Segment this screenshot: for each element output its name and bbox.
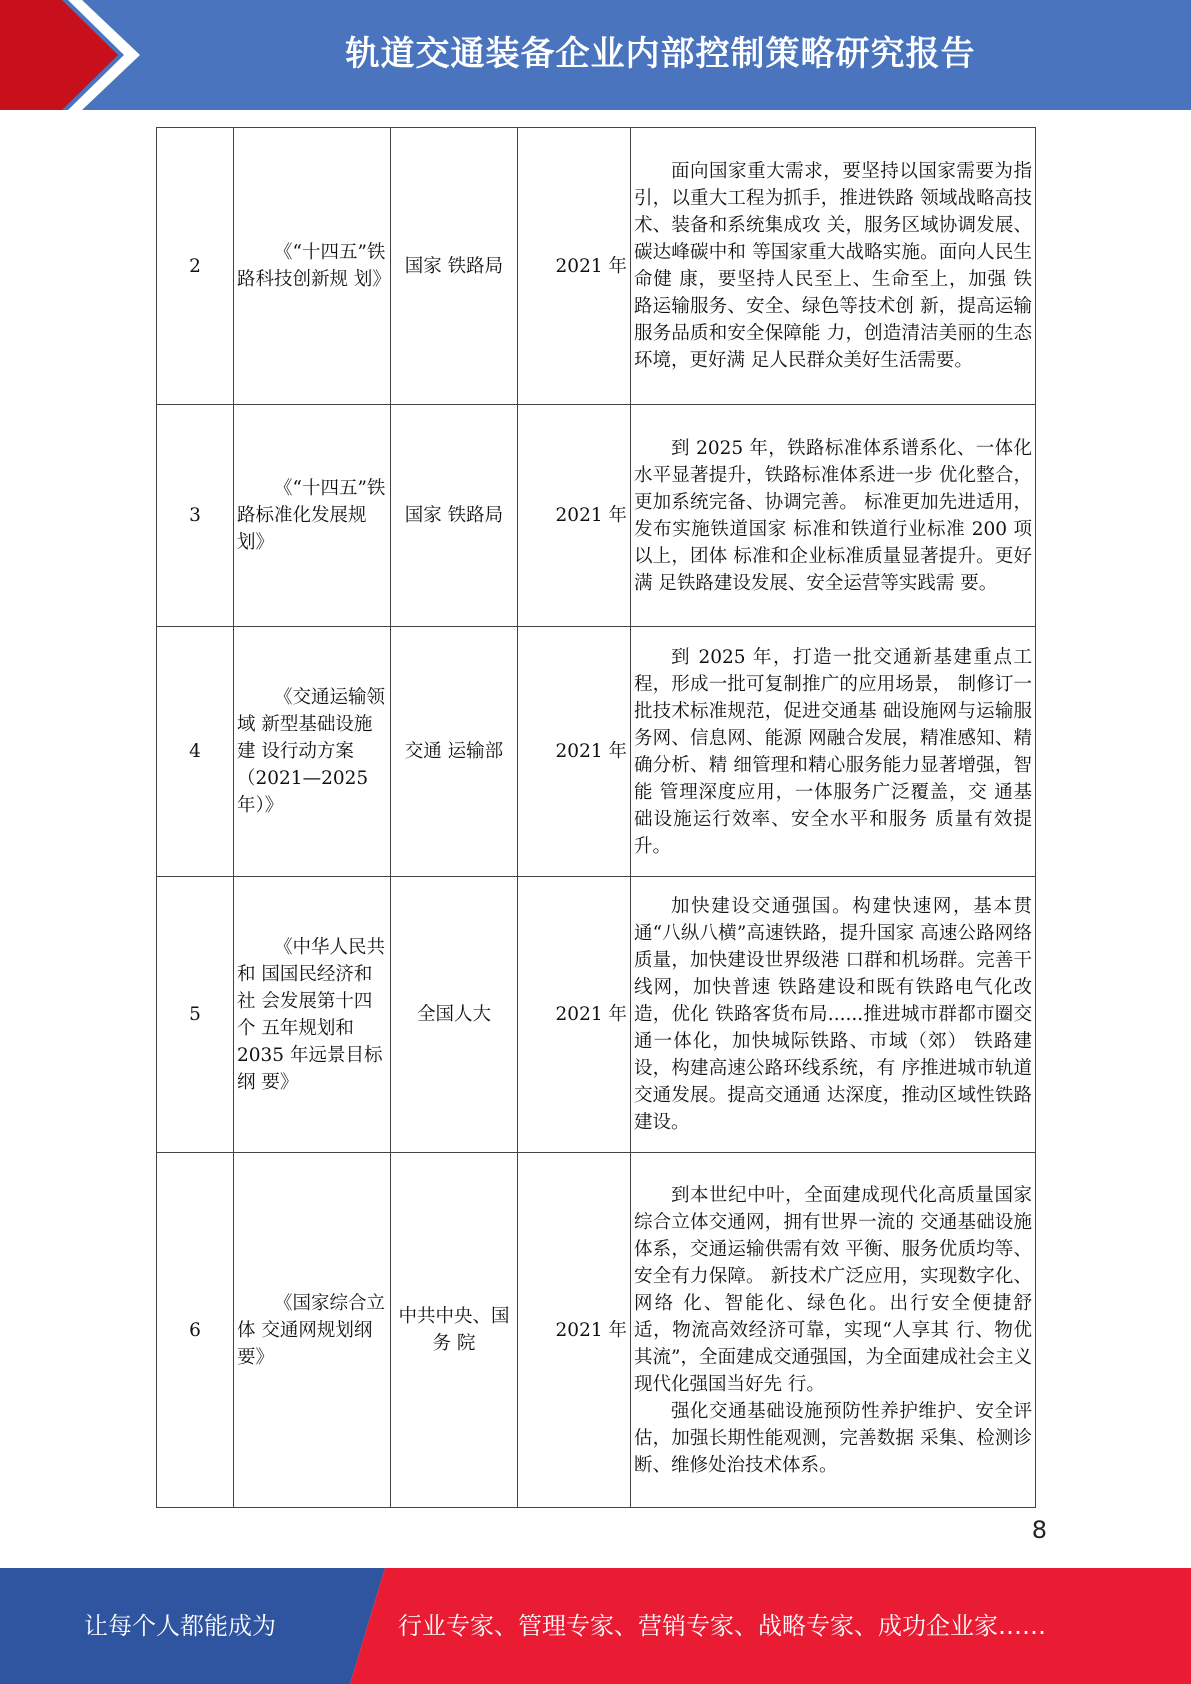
table-row xyxy=(157,405,1036,627)
policy-content xyxy=(631,1153,1036,1508)
policy-name-text: 《国家综合立体 交通网规划纲 要》 xyxy=(237,1292,386,1368)
issue-year: 2021 年 xyxy=(518,128,631,405)
policy-name xyxy=(234,128,391,405)
policy-name-text: 《“十四五”铁 路标准化发展规 划》 xyxy=(237,478,386,553)
policy-name-text: 《中华人民共和 国国民经济和社 会发展第十四个 五年规划和 2035 年远景目标纲 要》 xyxy=(237,936,386,1093)
issuing-agency: 国家 铁路局 xyxy=(391,405,518,627)
row-number: 2 xyxy=(157,128,234,405)
table-row xyxy=(157,877,1036,1153)
table-row xyxy=(157,627,1036,877)
content-paragraph: 面向国家重大需求，要坚持以国家需要为指引，以重大工程为抓手，推进铁路 领域战略高技术、装备和系统集成攻 关，服务区域协调发展、碳达峰碳中和 等国家重大战略实施。面向人民生命健 康，要坚持人民至上、生命至上，加强 铁路运输服务、安全、绿色等技术创 新，提高运输服务品质和安全保障能 力，创造清洁美丽的生态环境，更好满 足人民群众美好生活需要。 xyxy=(634,161,1032,371)
policy-table xyxy=(156,127,1036,1508)
row-number: 3 xyxy=(157,405,234,627)
table-row xyxy=(157,1153,1036,1508)
report-title: 轨道交通装备企业内部控制策略研究报告 xyxy=(345,34,976,74)
policy-table-container xyxy=(156,127,1036,1508)
policy-name xyxy=(234,1153,391,1508)
table-row xyxy=(157,128,1036,405)
content-paragraph: 到 2025 年，铁路标准体系谱系化、一体化水平显著提升，铁路标准体系进一步 优化整合，更加系统完备、协调完善。 标准更加先进适用，发布实施铁道国家 标准和铁道行业标准 200 项以上，团体 标准和企业标准质量显著提升。更好满 足铁路建设发展、安全运营等实践需 要。 xyxy=(634,437,1032,594)
issue-year: 2021 年 xyxy=(518,405,631,627)
content-paragraph: 到本世纪中叶，全面建成现代化高质量国家综合立体交通网，拥有世界一流的 交通基础设施体系，交通运输供需有效 平衡、服务优质均等、安全有力保障。 新技术广泛应用，实现数字化、网络 化、智能化、绿色化。出行安全便捷舒 适，物流高效经济可靠，实现“人享其 行、物优其流”，全面建成交通强国，为全面建成社会主义现代化强国当好先 行。 xyxy=(634,1184,1032,1395)
policy-content xyxy=(631,627,1036,877)
issuing-agency: 全国人大 xyxy=(391,877,518,1153)
policy-name-text: 《“十四五”铁 路科技创新规 划》 xyxy=(237,242,391,290)
policy-name-text: 《交通运输领域 新型基础设施建 设行动方案（2021—2025 年）》 xyxy=(237,687,386,816)
footer-slogan-left: 让每个人都能成为 xyxy=(84,1612,276,1640)
issuing-agency: 中共中央、国务 院 xyxy=(391,1153,518,1508)
policy-name xyxy=(234,627,391,877)
page-number: 8 xyxy=(1031,1516,1047,1544)
row-number: 6 xyxy=(157,1153,234,1508)
footer-slogan-right: 行业专家、管理专家、营销专家、战略专家、成功企业家…… xyxy=(398,1612,1046,1640)
policy-name xyxy=(234,877,391,1153)
header-banner xyxy=(0,0,1191,110)
issuing-agency: 交通 运输部 xyxy=(391,627,518,877)
issuing-agency: 国家 铁路局 xyxy=(391,128,518,405)
policy-content xyxy=(631,128,1036,405)
policy-table-body xyxy=(157,128,1036,1508)
issue-year: 2021 年 xyxy=(518,1153,631,1508)
content-paragraph: 强化交通基础设施预防性养护维护、安全评估，加强长期性能观测，完善数据 采集、检测诊断、维修处治技术体系。 xyxy=(634,1400,1032,1476)
row-number: 5 xyxy=(157,877,234,1153)
row-number: 4 xyxy=(157,627,234,877)
content-paragraph: 加快建设交通强国。构建快速网，基本贯通“八纵八横”高速铁路，提升国家 高速公路网络质量，加快建设世界级港 口群和机场群。完善干线网，加快普速 铁路建设和既有铁路电气化改造，优化 铁路客货布局......推进城市群都市圈交 通一体化，加快城际铁路、市域（郊） 铁路建设，构建高速公路环线系统，有 序推进城市轨道交通发展。提高交通通 达深度，推动区域性铁路建设。 xyxy=(634,896,1032,1133)
policy-name xyxy=(234,405,391,627)
issue-year: 2021 年 xyxy=(518,877,631,1153)
issue-year: 2021 年 xyxy=(518,627,631,877)
chevron-arrow-icon xyxy=(0,0,160,110)
policy-content xyxy=(631,405,1036,627)
footer-banner xyxy=(0,1568,1191,1684)
content-paragraph: 到 2025 年，打造一批交通新基建重点工程，形成一批可复制推广的应用场景， 制修订一批技术标准规范，促进交通基 础设施网与运输服务网、信息网、能源 网融合发展，精准感知、精确分析、精 细管理和精心服务能力显著增强，智能 管理深度应用，一体服务广泛覆盖，交 通基础设施运行效率、安全水平和服务 质量有效提升。 xyxy=(634,646,1032,857)
policy-content xyxy=(631,877,1036,1153)
